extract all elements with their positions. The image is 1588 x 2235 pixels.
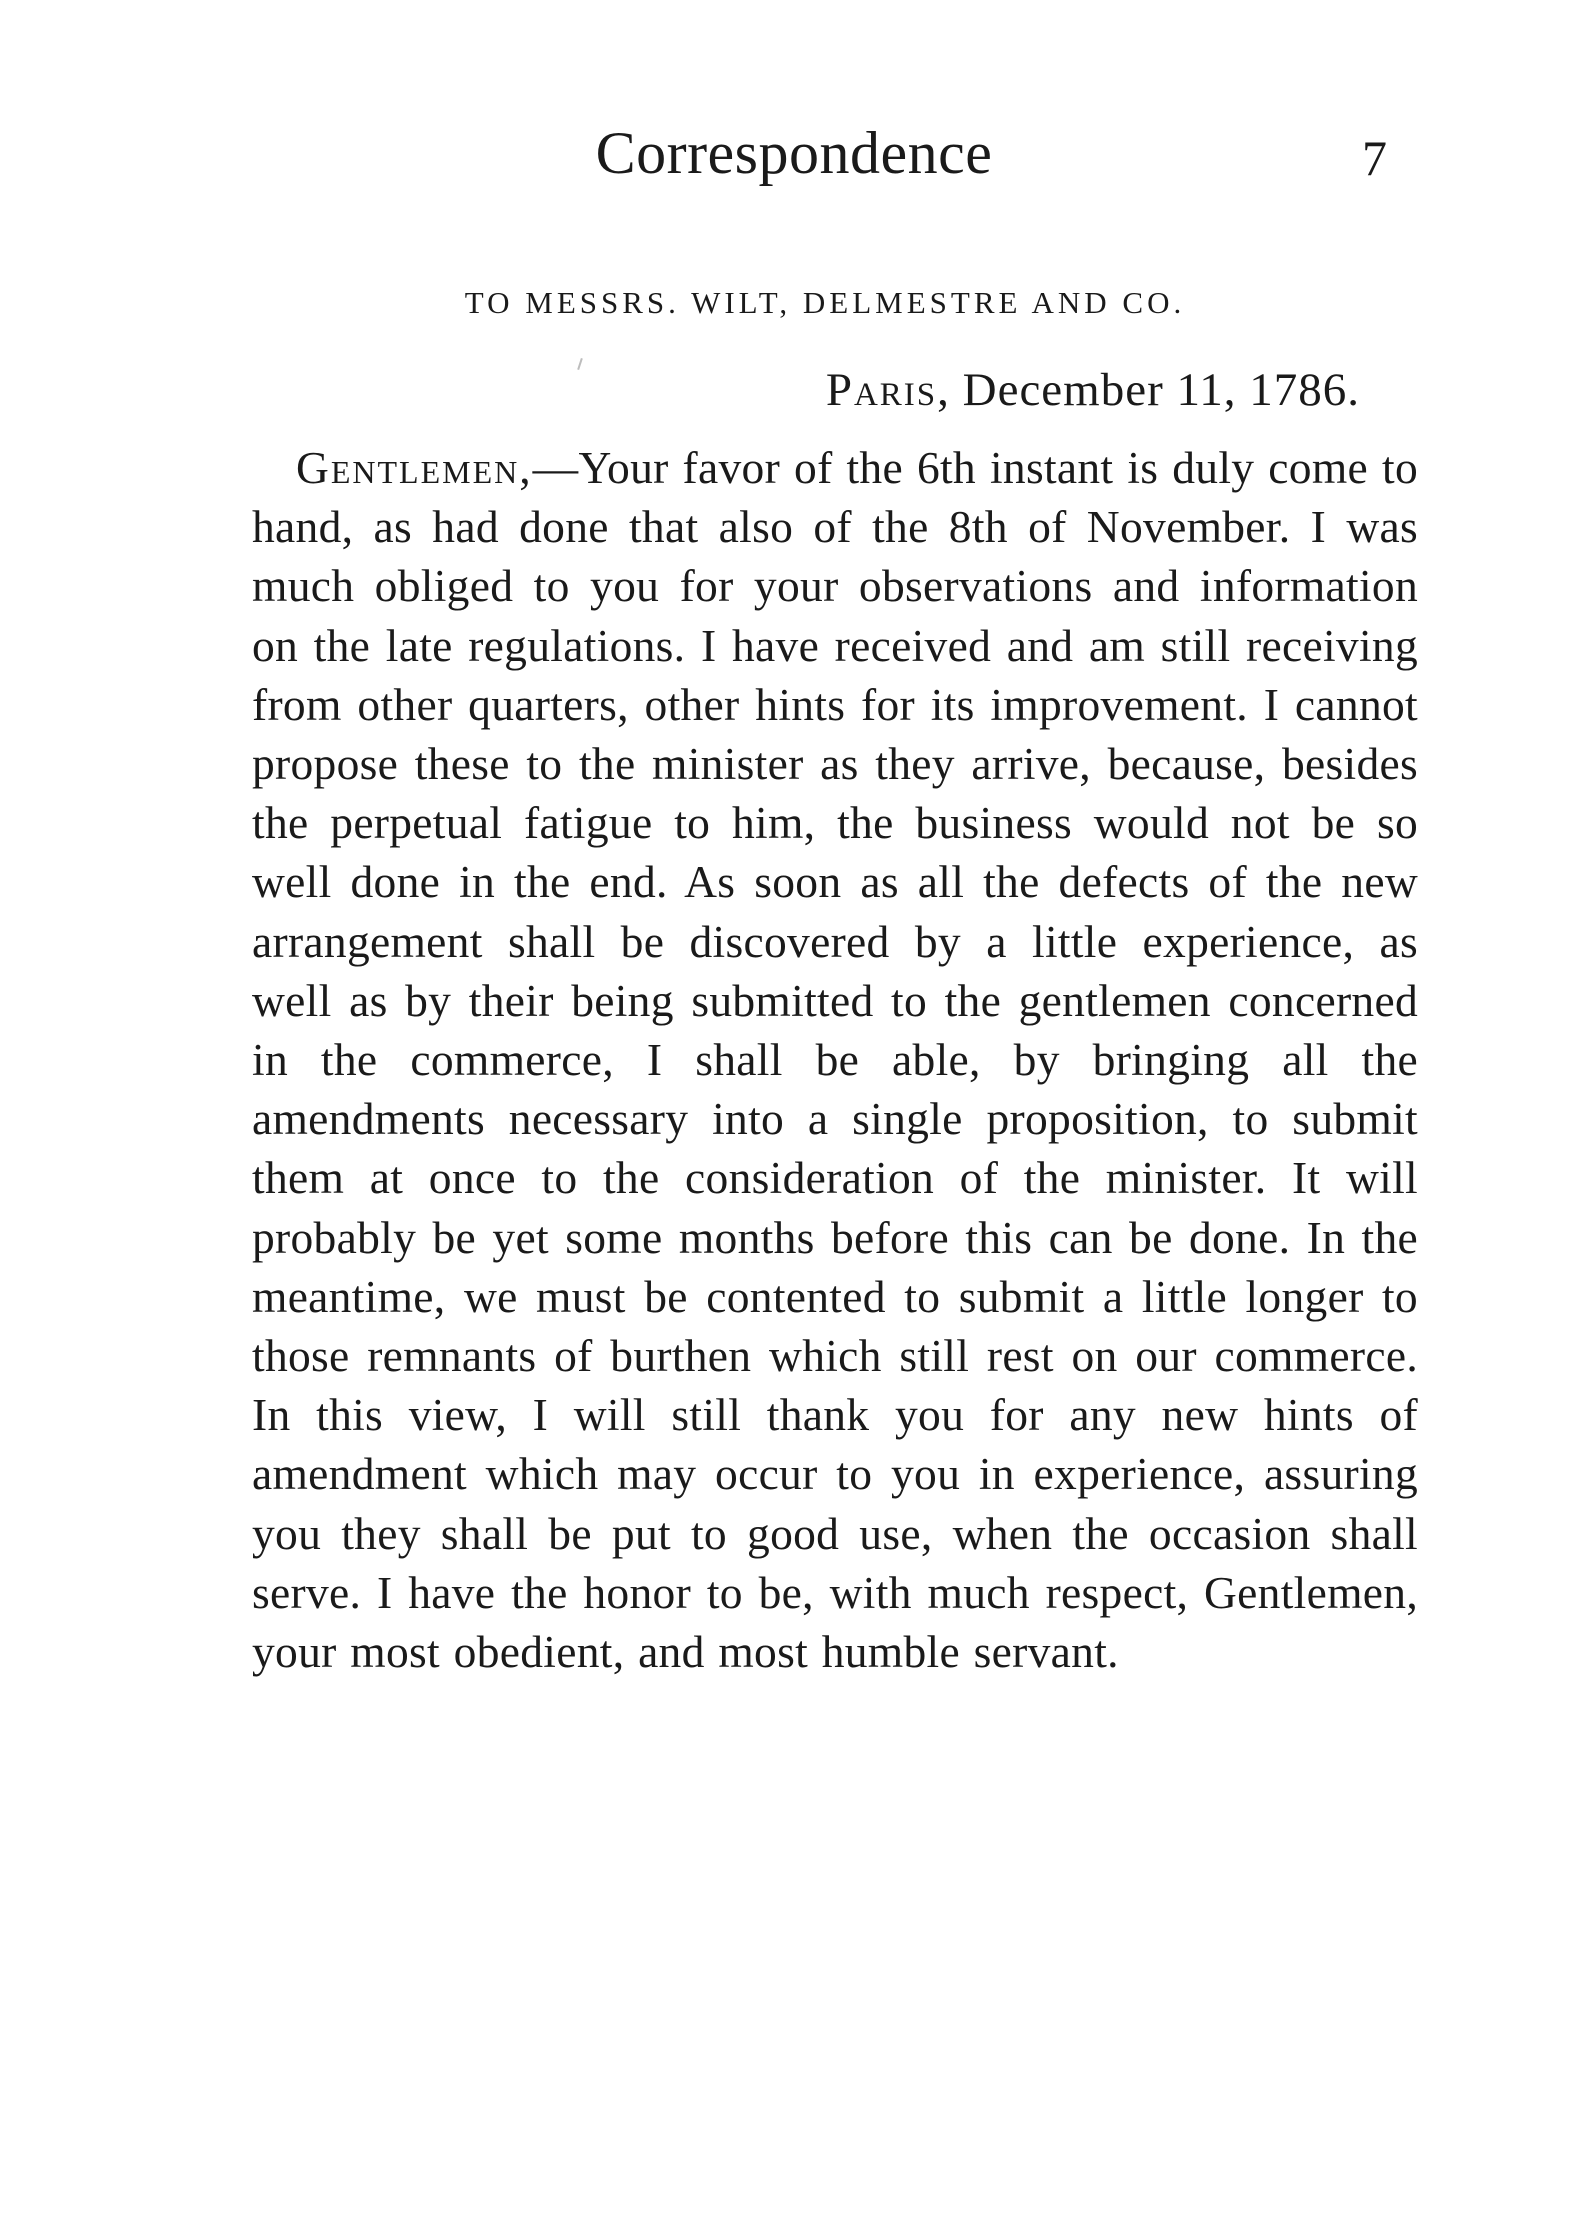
page-number: 7	[1362, 130, 1387, 186]
letter-body-text: —Your favor of the 6th instant is duly come to hand, as had done that also of the 8th of November. I was much obliged to you for your observations and information on the late regulations. I have received and am still receiving from other quarters, other hints for its improvement. I cannot propose these to the minister as they arrive, because, besides the perpetual fatigue to him, the business would not be so well done in the end. As soon as all the defects of the new arrangement shall be discovered by a little experience, as well as by their being submitted to the gentlemen concerned in the commerce, I shall be able, by bringing all the amendments necessary into a single proposition, to submit them at once to the consideration of the minister. It will probably be yet some months before this can be done. In the meantime, we must be contented to submit a little longer to those remnants of burthen which still rest on our commerce. In this view, I will still thank you for any new hints of amendment which may occur to you in experience, assuring you they shall be put to good use, when the occasion shall serve. I have the honor to be, with much respect, Gentlemen, your most obedient, and most humble servant.	[252, 442, 1418, 1678]
letter-place: Paris	[825, 364, 938, 416]
running-title: Correspondence	[595, 120, 993, 186]
letter-date: , December 11, 1786.	[937, 364, 1360, 416]
letter-addressee-heading: TO MESSRS. WILT, DELMESTRE AND CO.	[464, 285, 1186, 320]
letter-dateline	[700, 360, 1360, 420]
letter-body	[252, 438, 1418, 1681]
letter-salutation: Gentlemen,	[296, 442, 533, 493]
print-speck	[577, 358, 583, 370]
